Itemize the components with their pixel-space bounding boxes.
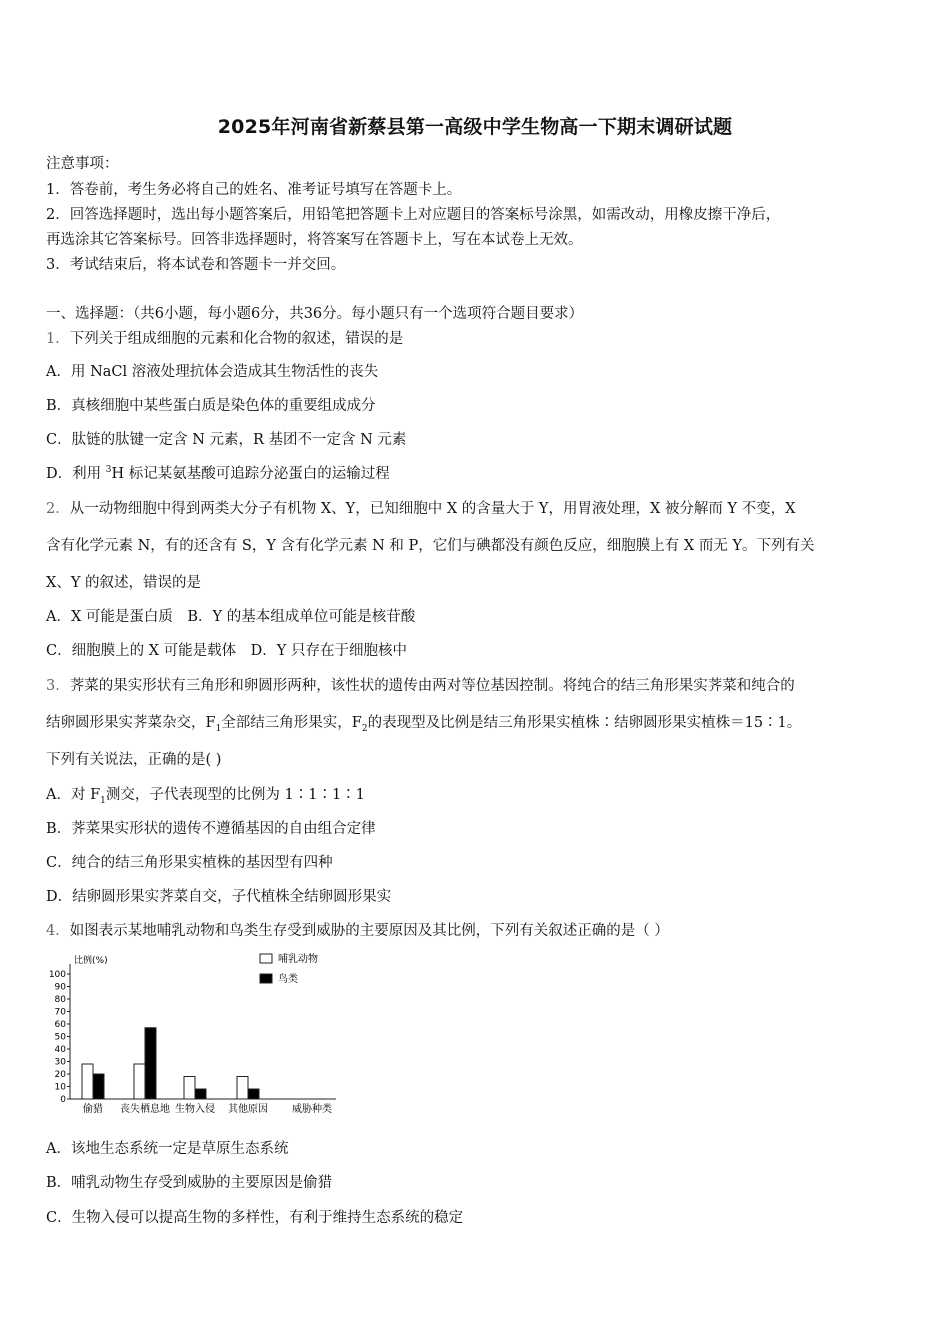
y-tick-label: 30 [54,1057,66,1068]
option-d [46,462,908,483]
question-4-stem [46,919,908,940]
option-c: C．纯合的结三角形果实植株的基因型有四种 [46,855,333,871]
y-tick-label: 20 [54,1070,66,1080]
page-title: 2025年河南省新蔡县第一高级中学生物高一下期末调研试题 [217,116,733,138]
stem-text: 的表现型及比例是结三角形果实植株∶结卵圆形果实植株＝15∶1。 [367,715,802,731]
y-tick-label: 40 [54,1045,66,1055]
option-ab: A．X 可能是蛋白质 B．Y 的基本组成单位可能是核苷酸 [46,609,416,625]
notice-heading: 注意事项： [46,156,119,172]
option-a: A．用 NaCl 溶液处理抗体会造成其生物活性的丧失 [46,364,379,380]
superscript: 3 [105,465,112,476]
option-b: B．哺乳动物生存受到威胁的主要原因是偷猎 [46,1175,333,1191]
y-axis-label: 比例(%) [74,956,108,966]
option-cd: C．细胞膜上的 X 可能是载体 D．Y 只存在于细胞核中 [46,643,407,659]
legend-label: 鸟类 [278,974,298,985]
bar-bird [195,1089,206,1099]
option-a: A．该地生态系统一定是草原生态系统 [46,1141,289,1157]
question-text: 下列关于组成细胞的元素和化合物的叙述，错误的是 [69,331,404,347]
question-number: 4． [46,923,70,939]
option-a [46,783,908,806]
legend-swatch [260,954,272,963]
question-number: 3． [46,678,70,694]
y-tick-label: 90 [54,982,66,993]
y-tick-label: 70 [54,1007,66,1018]
stem-text: 全部结三角形果实，F [221,715,362,731]
bar-bird [93,1074,104,1099]
stem-text: 结卵圆形果实荠菜杂交，F [46,715,216,731]
question-2-stem [46,497,908,518]
subscript: 1 [100,795,106,806]
subscript: 1 [215,723,222,734]
legend-label: 哺乳动物 [278,954,318,965]
option-d: D．结卵圆形果实荠菜自交，子代植株全结卵圆形果实 [46,889,392,905]
bar-bird [145,1028,156,1099]
question-number: 2． [46,501,70,517]
notice-item: 再选涂其它答案标号。回答非选择题时，将答案写在答题卡上，写在本试卷上无效。 [46,232,583,248]
question-text: 如图表示某地哺乳动物和鸟类生存受到威胁的主要原因及其比例，下列有关叙述正确的是（ ） [69,923,669,939]
bar-bird [248,1089,259,1099]
x-tick-label: 其他原因 [228,1104,268,1115]
x-tick-label: 生物入侵 [175,1104,215,1115]
option-b: B．荠菜果实形状的遗传不遵循基因的自由组合定律 [46,821,376,837]
x-tick-label: 丧失栖息地 [120,1104,170,1115]
bar-mammal [184,1077,195,1100]
option-text: H 标记某氨基酸可追踪分泌蛋白的运输过程 [111,466,390,482]
option-b: B．真核细胞中某些蛋白质是染色体的重要组成成分 [46,398,376,414]
threat-bar-chart [40,950,350,1120]
question-3-stem [46,674,908,695]
question-2-stem-line: X、Y 的叙述，错误的是 [46,575,202,591]
notice-item: 3．考试结束后，将本试卷和答题卡一并交回。 [46,257,346,273]
y-tick-label: 50 [54,1032,66,1043]
x-axis-label: 威胁种类 [292,1104,332,1115]
question-number: 1． [46,331,70,347]
option-c: C．肽链的肽键一定含 N 元素，R 基团不一定含 N 元素 [46,432,407,448]
bar-mammal [134,1064,145,1099]
option-text: D．利用 [46,466,106,482]
question-1-stem [46,327,908,348]
option-text: A．对 F [46,787,101,803]
question-2-stem-line: 含有化学元素 N，有的还含有 S，Y 含有化学元素 N 和 P，它们与碘都没有颜色反应，细胞膜上有 X 而无 Y。下列有关 [46,538,815,554]
bar-mammal [82,1064,93,1099]
option-c: C．生物入侵可以提高生物的多样性，有利于维持生态系统的稳定 [46,1210,464,1226]
option-text: 测交，子代表现型的比例为 1∶1∶1∶1 [105,787,365,803]
y-tick-label: 100 [48,970,66,980]
question-text: 荠菜的果实形状有三角形和卵圆形两种，该性状的遗传由两对等位基因控制。将纯合的结三角形果实荠菜和纯合的 [69,678,795,694]
y-tick-label: 60 [54,1020,66,1030]
question-3-stem-line: 下列有关说法，正确的是( ) [46,752,222,768]
y-tick-label: 80 [54,995,66,1005]
question-3-stem-line [46,711,908,734]
question-text: 从一动物细胞中得到两类大分子有机物 X、Y，已知细胞中 X 的含量大于 Y，用胃液处理，X 被分解而 Y 不变，X [69,501,796,517]
subscript: 2 [361,723,368,734]
y-tick-label: 0 [60,1095,66,1105]
section-heading: 一、选择题：（共6小题，每小题6分，共36分。每小题只有一个选项符合题目要求） [46,306,584,322]
y-tick-label: 10 [54,1082,66,1093]
bar-mammal [237,1077,248,1100]
x-tick-label: 偷猎 [83,1104,103,1115]
notice-item: 1．答卷前，考生务必将自己的姓名、准考证号填写在答题卡上。 [46,182,462,198]
notice-item: 2．回答选择题时，选出每小题答案后，用铅笔把答题卡上对应题目的答案标号涂黑，如需改动，用橡皮擦干净后， [46,207,781,223]
legend-swatch [260,974,272,983]
